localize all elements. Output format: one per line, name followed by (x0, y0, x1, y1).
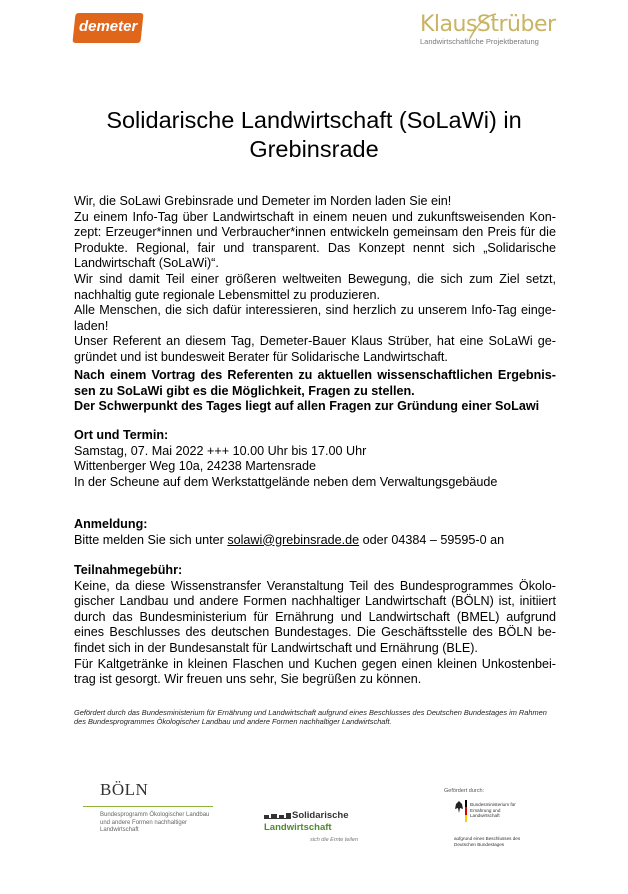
location-heading: Ort und Termin: (74, 428, 169, 442)
demeter-logo (72, 13, 143, 43)
email-link[interactable]: solawi@grebinsrade.de (227, 532, 360, 547)
highlight-section (74, 368, 556, 415)
farm-animals-icon (264, 811, 292, 821)
boeln-title: BÖLN (100, 780, 149, 799)
registration-pre: Bitte melden Sie sich unter (74, 532, 228, 547)
page-title: Solidarische Landwirtschaft (SoLaWi) in Grebinsrade (106, 107, 522, 162)
solawi-text-2: Landwirtschaft (264, 822, 332, 833)
registration-text (74, 533, 556, 549)
solawi-logo (262, 810, 372, 850)
solawi-text-1: Solidarische (292, 810, 349, 821)
federal-eagle-icon (454, 800, 464, 814)
boeln-subtitle: Bundesprogramm Ökologischer Landbau und andere Formen nachhaltiger Landwirtschaft (100, 812, 210, 833)
klaus-strueber-name: KlausStrüber (420, 12, 556, 37)
klaus-strueber-logo (420, 12, 556, 52)
intro-paragraph: Unser Referent an diesem Tag, Demeter-Bauer Klaus Strüber, hat eine SoLaWi ge-gründet und ist bundesweit Berater für Solidarische Landwirtschaft. (74, 334, 556, 364)
registration-heading: Anmeldung: (74, 517, 148, 531)
swoosh-icon (462, 12, 502, 42)
location-line: Samstag, 07. Mai 2022 +++ 10.00 Uhr bis 17.00 Uhr (74, 443, 367, 458)
german-flag-icon (465, 800, 467, 822)
intro-paragraph: Zu einem Info-Tag über Landwirtschaft in einem neuen und zukunftsweisenden Kon-zept: Erzeuger*innen und Verbraucher*innen entwickeln gemeinsam den Preis für die Produkte. Regional, fair und transparent. Das Konzept nennt sich „Solidarische Landwirtschaft (SoLaWi)“. (74, 209, 556, 271)
solawi-tagline: sich die Ernte teilen (310, 837, 358, 843)
location-line: In der Scheune auf dem Werkstattgelände neben dem Verwaltungsgebäude (74, 474, 498, 489)
registration-section (74, 517, 556, 548)
intro-paragraph: Alle Menschen, die sich dafür interessieren, sind herzlich zu unserem Info-Tag einge-laden! (74, 303, 556, 333)
fee-section (74, 563, 556, 688)
intro-paragraph: Wir, die SoLawi Grebinsrade und Demeter im Norden laden Sie ein! (74, 194, 452, 208)
boeln-divider (83, 806, 213, 807)
registration-post: oder 04384 – 59595-0 an (359, 532, 505, 547)
klaus-strueber-tagline: Landwirtschaftliche Projektberatung (420, 37, 539, 46)
location-section (74, 428, 556, 490)
location-line: Wittenberger Weg 10a, 24238 Martensrade (74, 459, 316, 474)
refreshments-text: Für Kaltgetränke in kleinen Flaschen und Kuchen gegen einen kleinen Unkostenbei-trag ist gesorgt. Wir freuen uns sehr, Sie begrüßen zu können. (74, 656, 556, 687)
demeter-logo-text: demeter (78, 18, 138, 35)
highlight-line: Nach einem Vortrag des Referenten zu aktuellen wissenschaftlichen Ergebnis-sen zu SoLaWi gibt es die Möglichkeit, Fragen zu stellen. (74, 368, 556, 398)
intro-section (74, 194, 556, 366)
boeln-logo (83, 780, 213, 860)
bmel-name: Bundesministerium für Ernährung und Landwirtschaft (470, 802, 516, 818)
fee-heading: Teilnahmegebühr: (74, 563, 183, 577)
fee-text: Keine, da diese Wissenstransfer Veranstaltung Teil des Bundesprogrammes Ökolo-gischer Landbau und andere Formen nachhaltiger Landwirtschaft (BÖLN) ist, initiiert durch das Bundesministerium für Ernährung und Landwirtschaft (BMEL) aufgrund eines Beschlusses des deutschen Bundestages. Die Geschäftsstelle des BÖLN be-findet sich in der Bundesanstalt für Landwirtschaft und Ernährung (BLE). (74, 578, 556, 655)
highlight-line: Der Schwerpunkt des Tages liegt auf allen Fragen zur Gründung einer SoLawi (74, 399, 540, 414)
bmel-funded-label: Gefördert durch: (444, 788, 485, 794)
funding-footnote: Gefördert durch das Bundesministerium für Ernährung und Landwirtschaft aufgrund eines Beschlusses des Deutschen Bundestages im Rahmen des Bundesprogrammes Ökologischer Landbau und andere Formen nachhaltiger Landwirtschaft. (74, 708, 547, 726)
intro-paragraph: Wir sind damit Teil einer größeren weltweiten Bewegung, die sich zum Ziel setzt, nachhaltig gute regionale Lebensmittel zu produzieren. (74, 271, 556, 302)
bmel-logo (444, 788, 534, 858)
bmel-resolution: aufgrund eines Beschlusses des Deutschen Bundestages (454, 836, 521, 847)
